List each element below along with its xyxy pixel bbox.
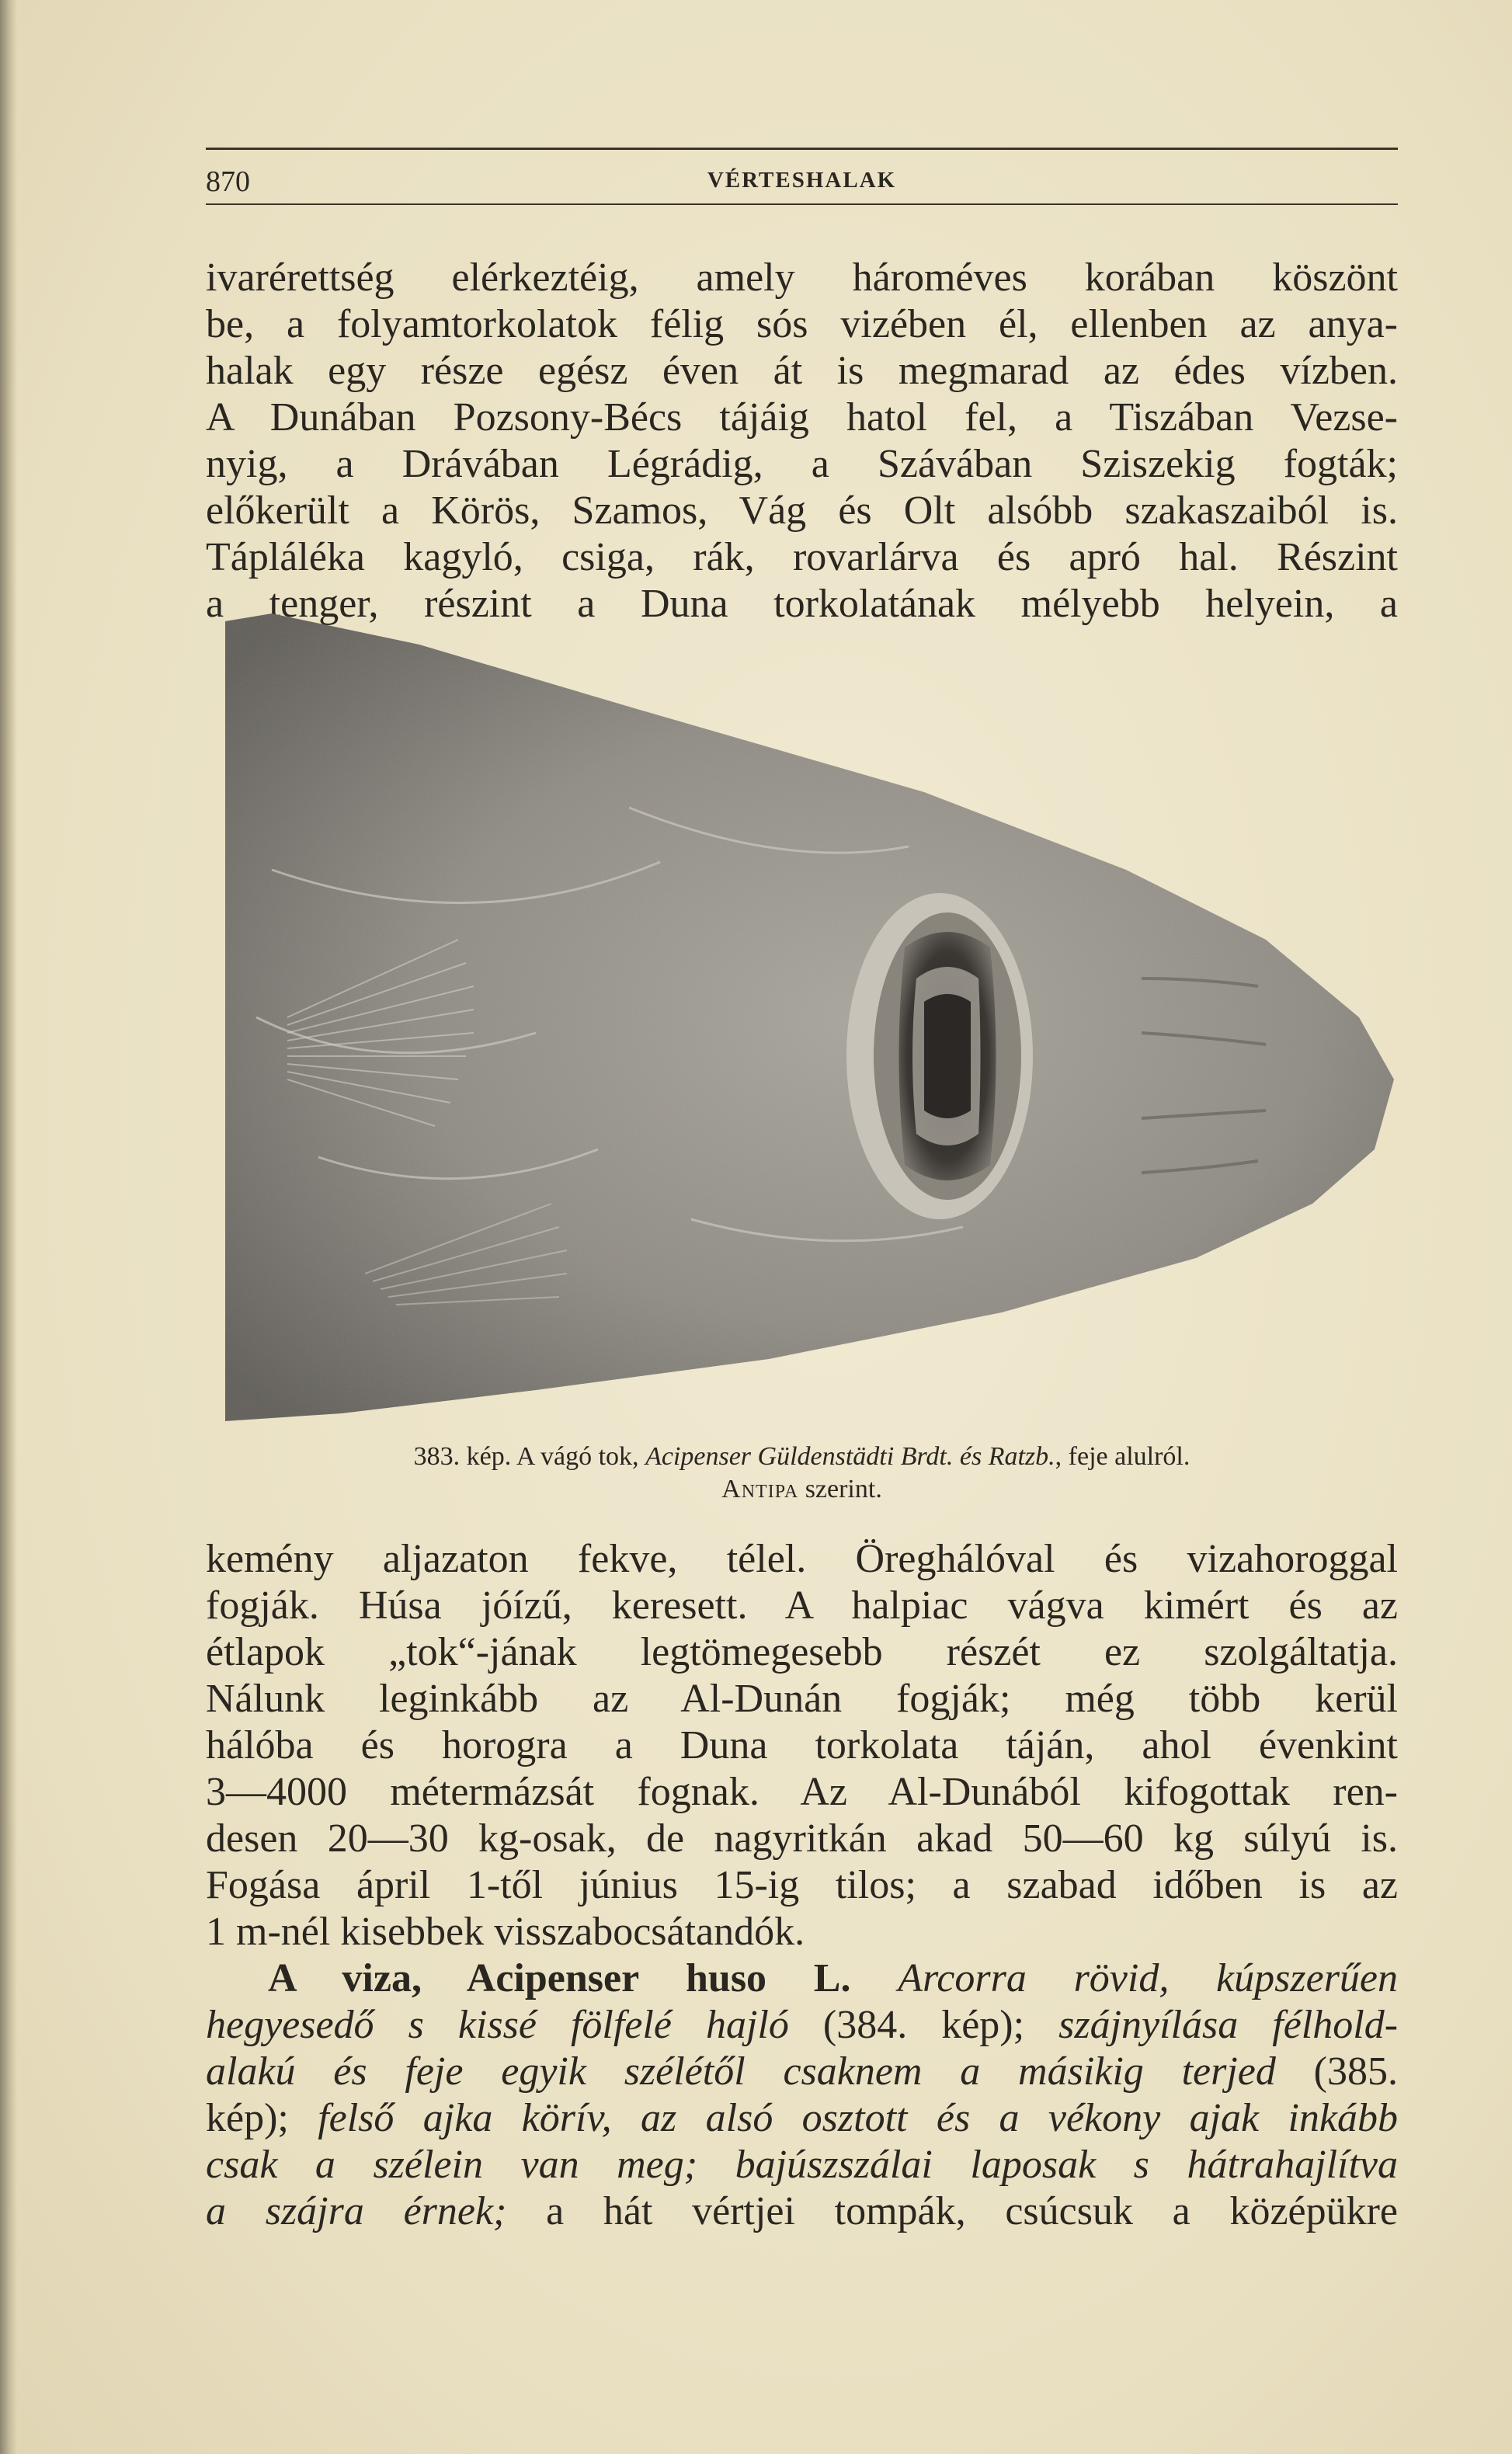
text-block-top <box>206 255 1398 627</box>
running-title: VÉRTESHALAK <box>707 168 897 193</box>
viza-line-5 <box>206 2142 1398 2188</box>
text-line: A Dunában Pozsony-Bécs tájáig hatol fel, a Tiszában Vezse- <box>206 395 1398 440</box>
text-block-bottom <box>206 1536 1398 2235</box>
caption-and: és <box>959 1442 982 1471</box>
sturgeon-head-illustration <box>225 614 1406 1421</box>
viza-line-2 <box>206 2002 1398 2049</box>
text-line: Nálunk leginkább az Al-Dunán fogják; még több kerül <box>206 1677 1398 1721</box>
caption-author-2: Ratzb. <box>988 1442 1055 1471</box>
page-header <box>206 144 1398 199</box>
viza-figure-ref: kép); <box>206 2096 289 2140</box>
viza-text: Arcorra rövid, kúpszerűen <box>898 1956 1398 2000</box>
page-number: 870 <box>206 165 250 198</box>
caption-common-name: A vágó tok, <box>516 1442 639 1471</box>
viza-text: a szájra érnek; <box>206 2189 507 2233</box>
mouth <box>846 893 1033 1219</box>
viza-line-1 <box>206 1955 1398 2002</box>
binding-shadow <box>0 0 17 2454</box>
text-line-last: 1 m-nél kisebbek visszabocsátandók. <box>206 1910 805 1954</box>
viza-text: szájnyílása félhold- <box>1058 2003 1398 2047</box>
caption-source-name: Antipa <box>721 1475 799 1503</box>
text-line: étlapok „tok“-jának legtömegesebb részét ez szolgáltatja. <box>206 1630 1398 1674</box>
caption-line-1 <box>206 1441 1398 1473</box>
viza-text: alakú és feje egyik szélétől csaknem a másikig terjed <box>206 2049 1276 2094</box>
viza-line-6 <box>206 2188 1398 2235</box>
viza-line-3 <box>206 2049 1398 2095</box>
figure-number: 383. kép. <box>413 1442 512 1471</box>
viza-heading: A viza, Acipenser huso L. <box>268 1956 851 2000</box>
figure-caption <box>206 1441 1398 1506</box>
text-line: Tápláléka kagyló, csiga, rák, rovarlárva és apró hal. Részint <box>206 535 1398 579</box>
text-line: be, a folyamtorkolatok félig sós vizében él, ellenben az anya- <box>206 302 1398 346</box>
viza-figure-ref: (385. <box>1313 2049 1398 2094</box>
text-line: a tenger, részint a Duna torkolatának mélyebb helyein, a <box>206 582 1398 626</box>
viza-text: hegyesedő s kissé fölfelé hajló <box>206 2003 789 2047</box>
text-line: Fogása ápril 1-től június 15-ig tilos; a szabad időben is az <box>206 1863 1398 1907</box>
text-line: fogják. Húsa jóízű, keresett. A halpiac vágva kimért és az <box>206 1583 1398 1628</box>
sturgeon-head-figure <box>225 614 1406 1421</box>
viza-line-4 <box>206 2095 1398 2142</box>
text-line: nyig, a Drávában Légrádig, a Szávában Sziszekig fogták; <box>206 442 1398 486</box>
header-rule-bottom <box>206 203 1398 205</box>
viza-text: csak a szélein van meg; bajúszszálai laposak s hátrahajlítva <box>206 2143 1398 2187</box>
text-line: ivarérettség elérkeztéig, amely hároméves korában köszönt <box>206 255 1398 300</box>
caption-species: Acipenser Güldenstädti <box>645 1442 895 1471</box>
header-rule-top <box>206 148 1398 150</box>
text-line: előkerült a Körös, Szamos, Vág és Olt alsóbb szakaszaiból is. <box>206 488 1398 533</box>
caption-source-suffix: szerint. <box>805 1475 882 1503</box>
text-line: halak egy része egész éven át is megmarad az édes vízben. <box>206 349 1398 393</box>
viza-text: felső ajka körív, az alsó osztott és a vékony ajak inkább <box>318 2096 1398 2140</box>
text-line: hálóba és horogra a Duna torkolata táján, ahol évenkint <box>206 1723 1398 1768</box>
text-line: 3—4000 métermázsát fognak. Az Al-Dunából kifogottak ren- <box>206 1770 1398 1814</box>
caption-description: , feje alulról. <box>1055 1442 1190 1471</box>
text-line: kemény aljazaton fekve, télel. Öreghálóval és vizahoroggal <box>206 1537 1398 1581</box>
viza-text-normal: a hát vértjei tompák, csúcsuk a középükre <box>546 2189 1398 2233</box>
viza-figure-ref: (384. kép); <box>822 2003 1025 2047</box>
text-line: desen 20—30 kg-osak, de nagyritkán akad 50—60 kg súlyú is. <box>206 1816 1398 1861</box>
caption-line-2 <box>206 1473 1398 1506</box>
caption-author-1: Brdt. <box>900 1442 954 1471</box>
